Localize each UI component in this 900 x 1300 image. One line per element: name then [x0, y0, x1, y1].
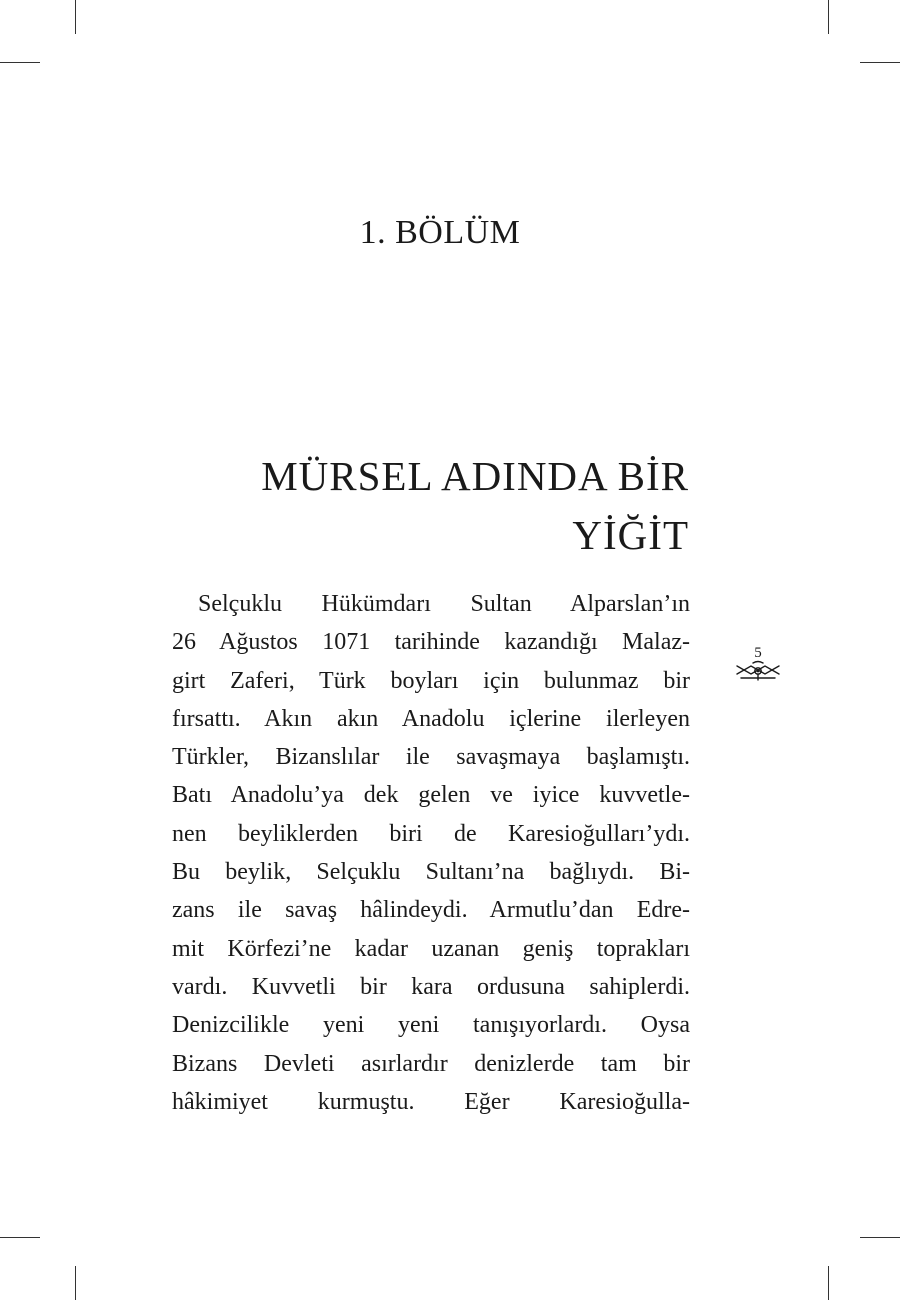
- body-line: fırsattı. Akın akın Anadolu içlerine ilerleyen: [172, 705, 690, 732]
- crop-mark: [860, 1237, 900, 1238]
- body-line: Bu beylik, Selçuklu Sultanı’na bağlıydı. Bi-: [172, 859, 690, 886]
- crop-mark: [75, 0, 76, 34]
- body-line: vardı. Kuvvetli bir kara ordusuna sahiplerdi.: [172, 973, 690, 1000]
- crop-mark: [0, 1237, 40, 1238]
- ornament-icon: [735, 660, 781, 682]
- crop-mark: [828, 0, 829, 34]
- page-number-block: [733, 646, 783, 682]
- chapter-title: [129, 447, 689, 565]
- body-line: Türkler, Bizanslılar ile savaşmaya başlamıştı.: [172, 744, 690, 771]
- body-line: 26 Ağustos 1071 tarihinde kazandığı Malaz-: [172, 629, 690, 656]
- crop-mark: [828, 1266, 829, 1300]
- body-line: nen beyliklerden biri de Karesioğulları’ydı.: [172, 820, 690, 847]
- body-text: [172, 585, 690, 1121]
- page-number: 5: [754, 645, 762, 661]
- crop-mark: [0, 62, 40, 63]
- chapter-title-line: YİĞİT: [572, 512, 689, 559]
- body-line: zans ile savaş hâlindeydi. Armutlu’dan Edre-: [172, 897, 690, 924]
- crop-mark: [75, 1266, 76, 1300]
- body-line: girt Zaferi, Türk boyları için bulunmaz bir: [172, 667, 690, 694]
- chapter-heading: 1. BÖLÜM: [359, 214, 521, 252]
- body-line: mit Körfezi’ne kadar uzanan geniş toprakları: [172, 935, 690, 962]
- body-line: Selçuklu Hükümdarı Sultan Alparslan’ın: [198, 591, 690, 617]
- body-line: Bizans Devleti asırlardır denizlerde tam bir: [172, 1050, 690, 1077]
- crop-mark: [860, 62, 900, 63]
- body-line: hâkimiyet kurmuştu. Eğer Karesioğulla-: [172, 1088, 690, 1115]
- chapter-title-line: MÜRSEL ADINDA BİR: [261, 453, 689, 500]
- body-line: Denizcilikle yeni yeni tanışıyorlardı. Oysa: [172, 1012, 690, 1039]
- body-line: Batı Anadolu’ya dek gelen ve iyice kuvvetle-: [172, 782, 690, 809]
